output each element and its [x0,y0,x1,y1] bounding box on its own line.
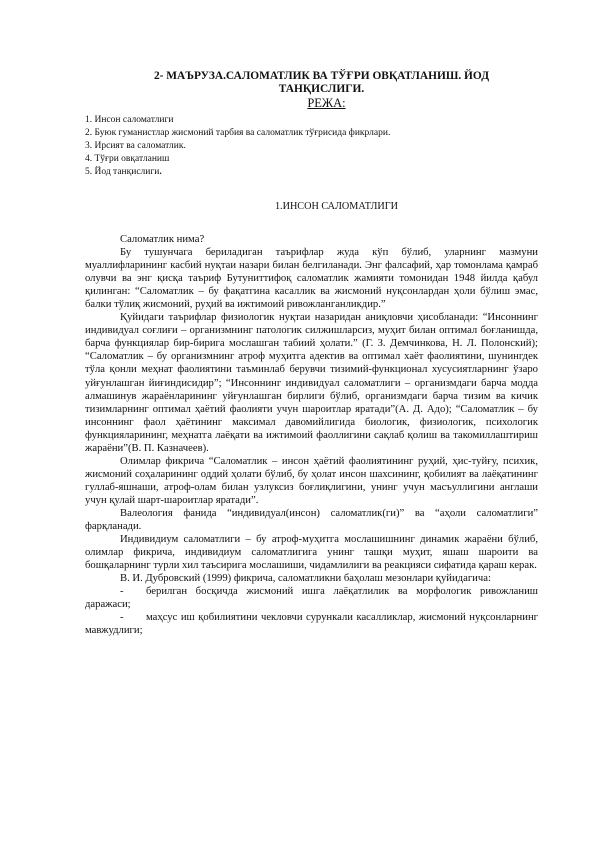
plan-item [85,166,538,179]
plan-list [85,114,538,179]
lecture-title [85,70,538,96]
plan-item: 4. Тўғри овқатланиш [85,154,170,164]
paragraph: Валеология фанида “индивидуал(инсон) саломатлик(ги)” ва “аҳоли саломатлиги” фарқланади. [85,507,538,533]
paragraph: В. И. Дубровский (1999) фикрича, саломатликни баҳолаш мезонлари қуйидагича: [120,573,491,585]
document-body [85,233,538,637]
section-title: 1.ИНСОН САЛОМАТЛИГИ [274,201,399,212]
bullet-item [85,585,538,611]
bullet-text: берилган босқичда жисмоний ишга лаёқатлилик ва морфологик ривожланиш даражаси; [85,586,538,611]
plan-item: 3. Ирсият ва саломатлик. [85,141,186,151]
lecture-title-line-1: 2- МАЪРУЗА.САЛОМАТЛИК ВА ТЎҒРИ ОВҚАТЛАНИШ. ЙОД [153,70,490,82]
bullet-marker: - [120,612,124,624]
paragraph: Саломатлик нима? [120,234,205,245]
bullet-item [85,611,538,637]
paragraph: Бу тушунчага бериладиган таърифлар жуда кўп бўлиб, уларнинг мазмуни муаллифларининг касбий нуқтаи назари билан белгиланади. Энг фалсафий, ҳар томонлама қамраб олувчи ва энг қисқа таъриф Бутуниттифоқ саломатлик жамияти томонидан 1948 йилда қабул қилинган: “Саломатлик – бу фақатгина касаллик ва жисмоний нуқсонлардан ҳоли бўлиш эмас, балки тўлиқ жисмоний, руҳий ва ижтимоий ривожланганликдир.” [85,247,538,311]
plan-heading: РЕЖА: [307,96,346,110]
plan-item-text: 5. Йод танқислиги [85,167,160,177]
lecture-title-line-2: ТАНҚИСЛИГИ. [278,83,365,95]
paragraph: Олимлар фикрича “Саломатлик – инсон ҳаётий фаолиятининг руҳий, ҳис-туйғу, психик, жисмоний соҳаларининг оддий ҳолати бўлиб, бу ҳолат инсон шахсининг, қобилият ва лаёқатининг гуллаб-яшнаши, атроф-олам билан узлуксиз боғлиқлигини, унинг учун масъуллигини англаши учун қулай шарт-шароитлар яратади”. [85,455,538,506]
plan-item: 2. Буюк гуманистлар жисмоний тарбия ва саломатлик тўғрисида фикрлари. [85,128,391,138]
paragraph: Қуйидаги таърифлар физиологик нуқтаи назаридан аниқловчи ҳисобланади: “Инсоннинг индивидуал соғлиғи – организмнинг патологик силжишларсиз, муҳит билан оптимал боғланишда, барча функциялар бир-бирига мослашган табиий ҳолати.” (Г. З. Демчинкова, Н. Л. Полонский); “Саломатлик – бу организмнинг атроф муҳитга адектив ва оптимал хаёт фаолиятини, шунингдек тўла қонли меҳнат фаолиятини таъминлаб берувчи тизимий-функционал хусусиятларнинг ўзаро уйғунлашган йиғиндисидир”; “Инсоннинг индивидуал саломатлиги – организмдаги барча модда алмашинув жараёнларининг уйғунлашган бирлиги бўлиб, организмдаги барча тизим ва кичик тизимларнинг оптимал ҳаётий фаолияти учун шароитлар яратади”(А. Д. Адо); “Саломатлик – бу инсоннинг фаол ҳаётининг максимал давомийлигида биологик, физиологик, психологик функцияларининг, меҳнатга лаёқати ва ижтимоий фаоллигини сақлаб қолиш ва такомиллаштириш жараёни”(В. П. Казначеев). [85,312,538,454]
plan-item: 1. Инсон саломатлиги [85,115,174,125]
paragraph: Индивидиум саломатлиги – бу атроф-муҳитга мослашишнинг динамик жараёни бўлиб, олимлар фикрича, индивидиум саломатлигига унинг ташқи муҳит, яшаш шароити ва бошқаларнинг турли хил таъсирига мослашиши, чидамлилиги ва реакцияси сифатида қараш керак. [85,534,538,572]
bullet-text: маҳсус иш қобилиятини чекловчи сурункали касалликлар, жисмоний нуқсонларнинг мавжудлиги; [85,612,538,637]
plan-item-period: . [159,167,162,177]
bullet-marker: - [120,586,124,598]
